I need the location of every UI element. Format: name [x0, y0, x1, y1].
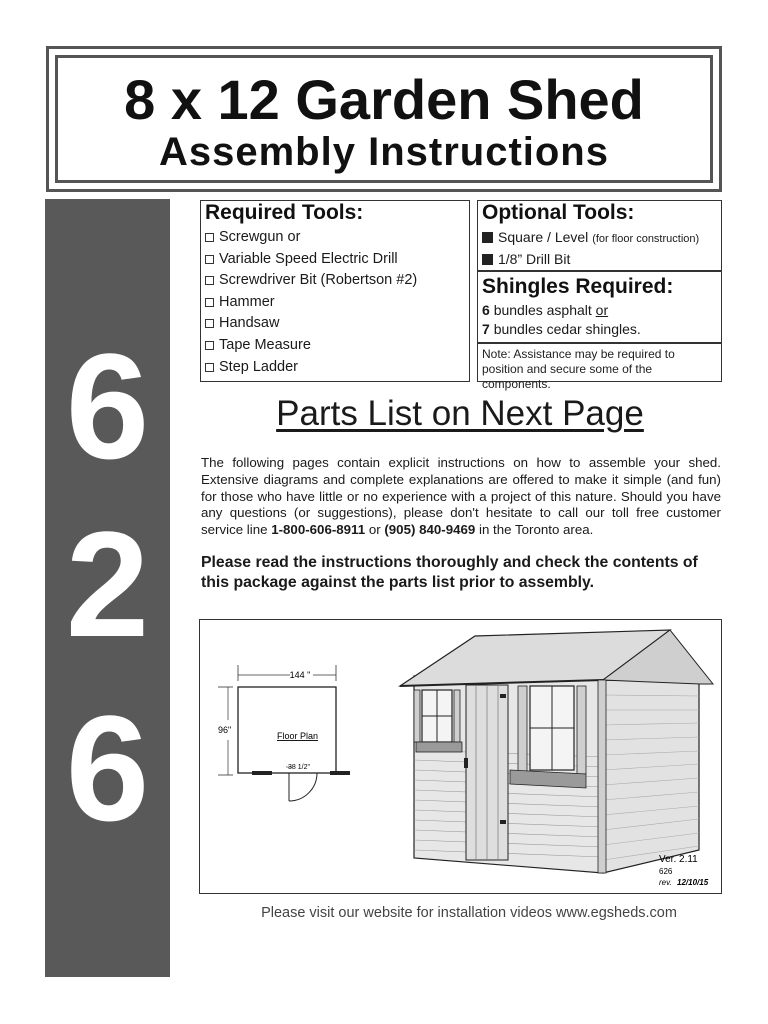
parts-list-heading: Parts List on Next Page	[276, 394, 644, 433]
list-item: Screwgun or	[205, 227, 465, 249]
required-tools-box	[200, 200, 470, 382]
side-digit-1: 6	[65, 322, 150, 490]
list-item: Variable Speed Electric Drill	[205, 249, 465, 271]
side-digit-2: 2	[65, 500, 150, 668]
list-item: Handsaw	[205, 313, 465, 335]
note-box	[477, 343, 722, 391]
checkbox-icon	[205, 341, 214, 350]
optional-tool-item: Square / Level (for floor construction)	[482, 227, 717, 249]
title-inner-frame	[55, 55, 713, 183]
title-frame	[46, 46, 722, 192]
shed-drawing	[400, 630, 713, 873]
checkbox-icon	[205, 319, 214, 328]
door-width-dimension: 38 1/2"	[288, 764, 310, 771]
floor-width-dimension: 144 "	[289, 670, 311, 680]
checkbox-icon	[205, 276, 214, 285]
list-item: Hammer	[205, 292, 465, 314]
shed-illustration-panel	[199, 619, 722, 894]
required-tools-list	[205, 227, 465, 378]
floor-depth-dimension: 96"	[218, 725, 232, 735]
side-number-bar	[45, 199, 170, 977]
optional-tools-title: Optional Tools:	[482, 201, 635, 224]
checkbox-icon	[205, 298, 214, 307]
optional-tools-box	[477, 200, 722, 271]
side-digit-3: 6	[65, 684, 150, 852]
required-tools-title: Required Tools:	[205, 201, 364, 224]
revision-label: rev.	[659, 878, 672, 887]
list-item: Screwdriver Bit (Robertson #2)	[205, 270, 465, 292]
shingles-title: Shingles Required:	[482, 275, 674, 298]
assistance-note: Note: Assistance may be required to position and secure some of the components.	[482, 347, 675, 391]
read-instructions-notice: Please read the instructions thoroughly and check the contents of this package against the parts list prior to assembly.	[201, 554, 698, 591]
shed-illustration	[200, 620, 721, 893]
shingles-line-2: 7 bundles cedar shingles.	[482, 321, 641, 337]
page-title: 8 x 12 Garden Shed	[124, 68, 644, 131]
shingles-line-1: 6 bundles asphalt or	[482, 302, 609, 318]
shingles-box	[477, 271, 722, 343]
checkbox-icon	[205, 233, 214, 242]
website-footer: Please visit our website for installation videos www.egsheds.com	[261, 905, 677, 921]
checkbox-icon	[205, 363, 214, 372]
version-label: Ver. 2.11	[659, 854, 698, 865]
phone-toronto: (905) 840-9469	[384, 522, 476, 538]
product-code: 626	[659, 867, 673, 876]
revision-date: 12/10/15	[677, 878, 709, 887]
list-item: Tape Measure	[205, 335, 465, 357]
floor-plan-label: Floor Plan	[277, 731, 319, 741]
optional-tool-item: 1/8” Drill Bit	[482, 249, 717, 269]
bullet-square-icon	[482, 232, 493, 243]
intro-paragraph: The following pages contain explicit instructions on how to assemble your shed. Extensive diagrams and complete explanations are offered to make it simple (and fun) for those who have little or no experience with a project of this nature. Should you have any questions (or suggestions), please don't hesitate to call our toll free customer service line 1-800-606-8911 or (905) 840-9469 in the Toronto area.	[201, 455, 721, 538]
phone-toll-free: 1-800-606-8911	[271, 522, 366, 538]
checkbox-icon	[205, 255, 214, 264]
page-subtitle: Assembly Instructions	[158, 130, 609, 174]
bullet-square-icon	[482, 254, 493, 265]
list-item: Step Ladder	[205, 357, 465, 379]
